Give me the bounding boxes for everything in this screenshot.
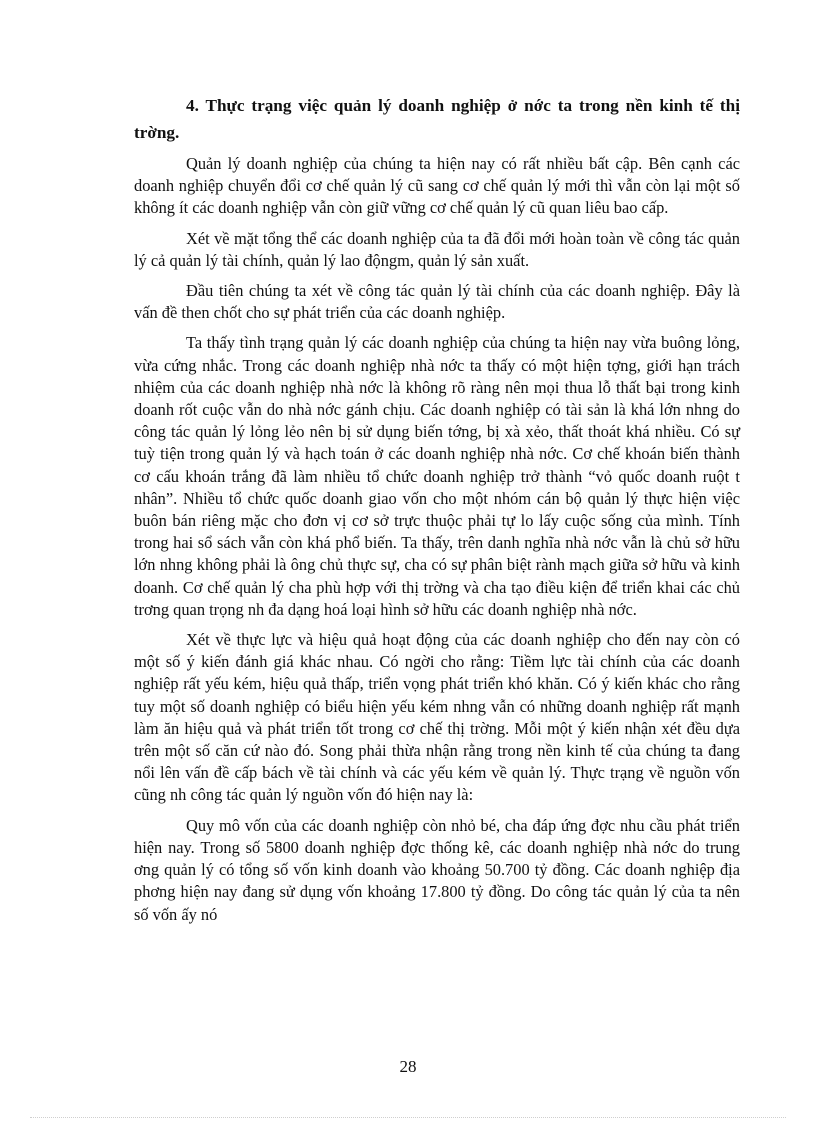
paragraph-4: Ta thấy tình trạng quản lý các doanh nghiệp của chúng ta hiện nay vừa buông lỏng, vừa cứng nhắc. Trong các doanh nghiệp nhà nớc ta thấy có một hiện tợng, giới hạn trách nhiệm của các doanh nghiệp nhà nớc là không rõ ràng nên mọi thua lỗ thất bại trong kinh doanh rốt cuộc vẫn do nhà nớc gánh chịu. Các doanh nghiệp có tài sản là khá lớn nhng do công tác quản lý lỏng lẻo nên bị sử dụng biến tớng, bị xà xẻo, thất thoát khá nhiều. Có sự tuỳ tiện trong quản lý và hạch toán ở các doanh nghiệp nhà nớc. Cơ chế khoán biến thành cơ cấu khoán trắng đã làm nhiều tổ chức doanh nghiệp trở thành “vỏ quốc doanh ruột t nhân”. Nhiều tổ chức quốc doanh giao vốn cho một nhóm cán bộ quản lý thực hiện việc buôn bán riêng mặc cho đơn vị cơ sở trực thuộc phải tự lo lấy cuộc sống của mình. Tính trong hai sổ sách vẫn còn khá phổ biến. Ta thấy, trên danh nghĩa nhà nớc vẫn là chủ sở hữu lớn nhng không phải là ông chủ thực sự, cha có sự phân biệt rành mạch giữa sở hữu và kinh doanh. Cơ chế quản lý cha phù hợp với thị trờng và cha tạo điều kiện để triển khai các chủ trơng quan trọng nh đa dạng hoá loại hình sở hữu các doanh nghiệp nhà nớc. [134, 333, 740, 619]
paragraph-6: Quy mô vốn của các doanh nghiệp còn nhỏ bé, cha đáp ứng đợc nhu cầu phát triển hiện nay. Trong số 5800 doanh nghiệp đợc thống kê, các doanh nghiệp nhà nớc do trung ơng quản lý có tổng số vốn kinh doanh vào khoảng 50.700 tỷ đồng. Các doanh nghiệp địa phơng hiện nay đang sử dụng vốn khoảng 17.800 tỷ đồng. Do công tác quản lý của ta nên số vốn ấy nó [134, 815, 740, 924]
document-page [134, 92, 740, 934]
paragraph-3: Đầu tiên chúng ta xét về công tác quản lý tài chính của các doanh nghiệp. Đây là vấn đề then chốt cho sự phát triển của các doanh nghiệp. [134, 281, 740, 323]
paragraph-2: Xét về mặt tổng thể các doanh nghiệp của ta đã đổi mới hoàn toàn về công tác quản lý cả quản lý tài chính, quản lý lao độngm, quản lý sản xuất. [134, 228, 740, 270]
footer-divider [30, 1117, 786, 1118]
paragraph-5: Xét về thực lực và hiệu quả hoạt động của các doanh nghiệp cho đến nay còn có một số ý kiến đánh giá khác nhau. Có ngời cho rằng: Tiềm lực tài chính của các doanh nghiệp rất yếu kém, hiệu quả thấp, triển vọng phát triển khó khăn. Có ý kiến khác cho rằng tuy một số doanh nghiệp có biểu hiện yếu kém nhng vẫn có những doanh nghiệp rất mạnh làm ăn hiệu quả và phát triển tốt trong cơ chế thị trờng. Mỗi một ý kiến nhận xét đều dựa trên một số căn cứ nào đó. Song phải thừa nhận rằng trong nền kinh tế của chúng ta đang nổi lên vấn đề cấp bách về tài chính và các yếu kém về quản lý. Thực trạng về nguồn vốn cũng nh công tác quản lý nguồn vốn đó hiện nay là: [134, 630, 740, 805]
paragraph-1: Quản lý doanh nghiệp của chúng ta hiện nay có rất nhiều bất cập. Bên cạnh các doanh nghiệp chuyển đổi cơ chế quản lý cũ sang cơ chế quản lý mới thì vẫn còn lại một số không ít các doanh nghiệp vẫn còn giữ vững cơ chế quản lý cũ quan liêu bao cấp. [134, 154, 740, 218]
section-heading: 4. Thực trạng việc quản lý doanh nghiệp ở nớc ta trong nền kinh tế thị trờng. [134, 96, 740, 142]
page-number: 28 [399, 1057, 417, 1076]
